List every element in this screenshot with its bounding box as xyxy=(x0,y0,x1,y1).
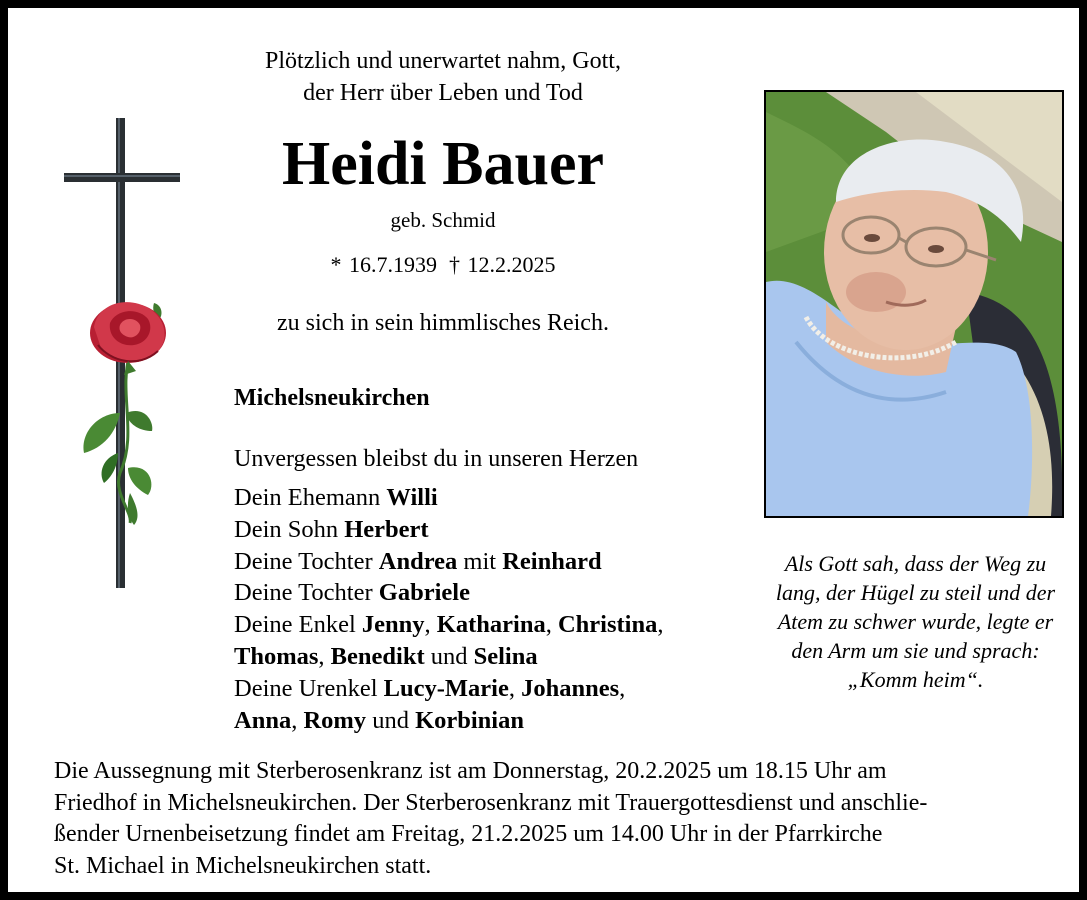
family-husband: Dein Ehemann Willi xyxy=(234,484,438,511)
family-son: Dein Sohn Herbert xyxy=(234,515,429,543)
service-line: Friedhof in Michelsneukirchen. Der Sterberosenkranz mit Trauergottesdienst und anschlie- xyxy=(54,789,928,816)
intro-text xyxy=(208,45,678,109)
quote-line: „Komm heim“. xyxy=(847,667,984,692)
family-grandchildren: Deine Enkel Jenny, Katharina, Christina, xyxy=(234,611,664,639)
quote-line: Atem zu schwer wurde, legte er xyxy=(777,609,1054,634)
death-date: † 12.2.2025 xyxy=(449,252,556,277)
family-daughter-1: Deine Tochter Andrea mit Reinhard xyxy=(234,547,602,575)
service-info xyxy=(54,756,1064,882)
cross-with-rose-icon xyxy=(58,113,188,593)
service-line: St. Michael in Michelsneukirchen statt. xyxy=(54,852,432,879)
family-grandchildren-cont: Thomas, Benedikt und Selina xyxy=(234,642,538,670)
portrait-photo xyxy=(764,90,1064,518)
quote-line: lang, der Hügel zu steil und der xyxy=(775,580,1056,605)
quote-line: den Arm um sie und sprach: xyxy=(791,638,1040,663)
deceased-name: Heidi Bauer xyxy=(281,130,605,198)
maiden-name: geb. Schmid xyxy=(390,208,496,232)
quote-line: Als Gott sah, dass der Weg zu xyxy=(784,551,1047,576)
remembrance-line: Unvergessen bleibst du in unseren Herzen xyxy=(234,446,639,472)
birth-date: * 16.7.1939 xyxy=(330,252,437,277)
family-daughter-2: Deine Tochter Gabriele xyxy=(234,579,470,607)
intro-line: Plötzlich und unerwartet nahm, Gott, xyxy=(265,48,621,74)
place-name: Michelsneukirchen xyxy=(234,385,430,411)
family-great-grandchildren-cont: Anna, Romy und Korbinian xyxy=(234,706,524,734)
family-great-grandchildren: Deine Urenkel Lucy-Marie, Johannes, xyxy=(234,674,626,702)
intro-line: der Herr über Leben und Tod xyxy=(303,80,583,106)
family-list xyxy=(234,482,734,736)
service-line: ßender Urnenbeisetzung findet am Freitag, 21.2.2025 um 14.00 Uhr in der Pfarrkirche xyxy=(54,821,883,847)
life-dates xyxy=(208,250,678,280)
service-line: Die Aussegnung mit Sterberosenkranz ist am Donnerstag, 20.2.2025 um 18.15 Uhr am xyxy=(54,758,887,784)
closing-line: zu sich in sein himmlisches Reich. xyxy=(277,310,609,336)
quote-block xyxy=(748,549,1083,694)
